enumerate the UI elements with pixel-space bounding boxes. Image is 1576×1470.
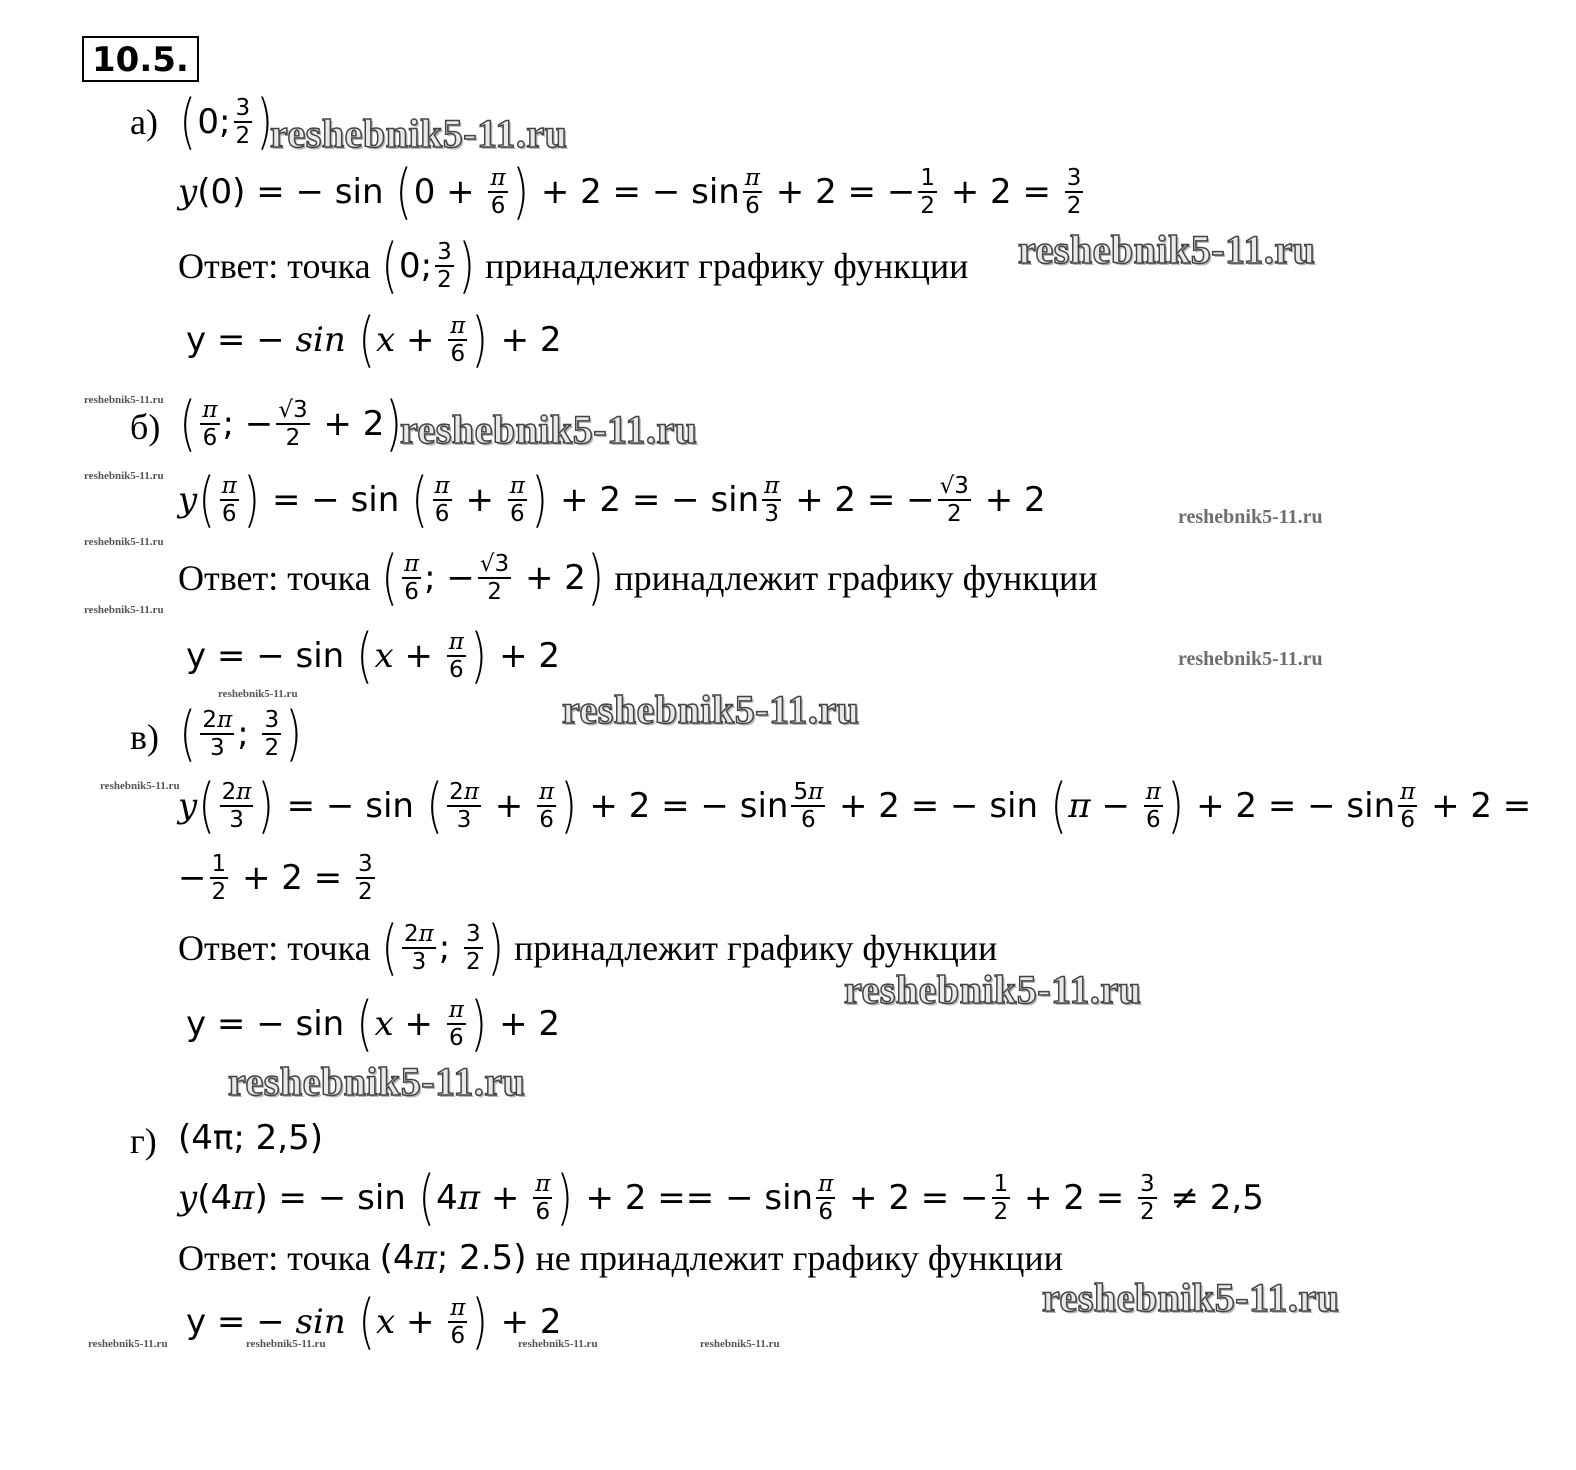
watermark: reshebnik5-11.ru — [1178, 506, 1323, 528]
part-a-function: y = − sin ( x + $\frac{\pi}{6}$ ) + 2 — [186, 305, 562, 375]
part-d-point: (4π; 2,5) — [178, 1118, 323, 1158]
part-b-answer: Ответ: точка ( $\frac{\pi}{6}$ ; − $\frac{√3}{2}$ + 2 ) принадлежит графику функции — [178, 543, 1098, 613]
part-c-letter: в) — [130, 717, 159, 757]
watermark: reshebnik5-11.ru — [100, 780, 180, 792]
watermark: reshebnik5-11.ru — [400, 407, 698, 452]
part-a-computation: y (0) = − sin ( 0 + $\frac{\pi}{6}$ ) + 2 = − sin $\frac{\pi}{6}$ + 2 = − $\frac{1}{2}$ + 2 = $\frac{3}{2}$ — [178, 157, 1082, 227]
part-c-computation-line1: y ( $\frac{2\pi}{3}$ ) = − sin ( $\frac{2\pi}{3}$ + $\frac{\pi}{6}$ ) + 2 = − sin $\frac{5\pi}{6}$ + 2 = − sin ( π − $\frac{\pi}{6}$ ) + 2 = − sin $\frac{\pi}{6}$ + 2 = — [178, 771, 1532, 841]
watermark: reshebnik5-11.ru — [1042, 1275, 1340, 1320]
part-a-letter: а) — [130, 102, 158, 142]
watermark: reshebnik5-11.ru — [518, 1338, 598, 1350]
watermark: reshebnik5-11.ru — [562, 687, 860, 732]
part-d-letter: г) — [130, 1121, 157, 1161]
problem-number: 10.5. — [82, 36, 199, 82]
watermark: reshebnik5-11.ru — [84, 394, 164, 406]
watermark: reshebnik5-11.ru — [84, 536, 164, 548]
watermark: reshebnik5-11.ru — [88, 1338, 168, 1350]
part-c-function: y = − sin ( x + $\frac{\pi}{6}$ ) + 2 — [186, 989, 561, 1059]
watermark: reshebnik5-11.ru — [844, 967, 1142, 1012]
part-c-computation-line2: − $\frac{1}{2}$ + 2 = $\frac{3}{2}$ — [178, 851, 373, 905]
watermark: reshebnik5-11.ru — [246, 1338, 326, 1350]
part-a-point: ( 0; $\frac{3}{2}$ ) — [179, 87, 274, 157]
part-d-answer: Ответ: точка (4 π ; 2.5) не принадлежит графику функции — [178, 1238, 1063, 1278]
watermark: reshebnik5-11.ru — [700, 1338, 780, 1350]
part-b-computation: y ( $\frac{\pi}{6}$ ) = − sin ( $\frac{\pi}{6}$ + $\frac{\pi}{6}$ ) + 2 = − sin $\frac{\pi}{3}$ + 2 = − $\frac{√3}{2}$ + 2 — [178, 465, 1046, 535]
watermark: reshebnik5-11.ru — [84, 604, 164, 616]
part-c-answer: Ответ: точка ( $\frac{2\pi}{3}$ ; $\frac{3}{2}$ ) принадлежит графику функции — [178, 913, 998, 983]
watermark: reshebnik5-11.ru — [218, 688, 298, 700]
part-a-answer: Ответ: точка ( 0; $\frac{3}{2}$ ) принадлежит графику функции — [178, 231, 969, 301]
watermark: reshebnik5-11.ru — [1178, 648, 1323, 670]
watermark: reshebnik5-11.ru — [270, 111, 568, 156]
watermark: reshebnik5-11.ru — [84, 470, 164, 482]
part-b-function: y = − sin ( x + $\frac{\pi}{6}$ ) + 2 — [186, 621, 561, 691]
watermark: reshebnik5-11.ru — [1018, 227, 1316, 272]
part-c-point: ( $\frac{2\pi}{3}$ ; $\frac{3}{2}$ ) — [179, 699, 303, 769]
part-d-function: y = − sin ( x + $\frac{\pi}{6}$ ) + 2 — [186, 1287, 562, 1357]
part-b-letter: б) — [130, 407, 161, 447]
watermark: reshebnik5-11.ru — [228, 1059, 526, 1104]
part-b-point: ( $\frac{\pi}{6}$ ; − $\frac{√3}{2}$ + 2 ) — [179, 389, 403, 459]
part-d-computation: y (4 π ) = − sin ( 4 π + $\frac{\pi}{6}$ ) + 2 == − sin $\frac{\pi}{6}$ + 2 = − $\frac{1}{2}$ + 2 = $\frac{3}{2}$ ≠ 2,5 — [178, 1163, 1264, 1233]
